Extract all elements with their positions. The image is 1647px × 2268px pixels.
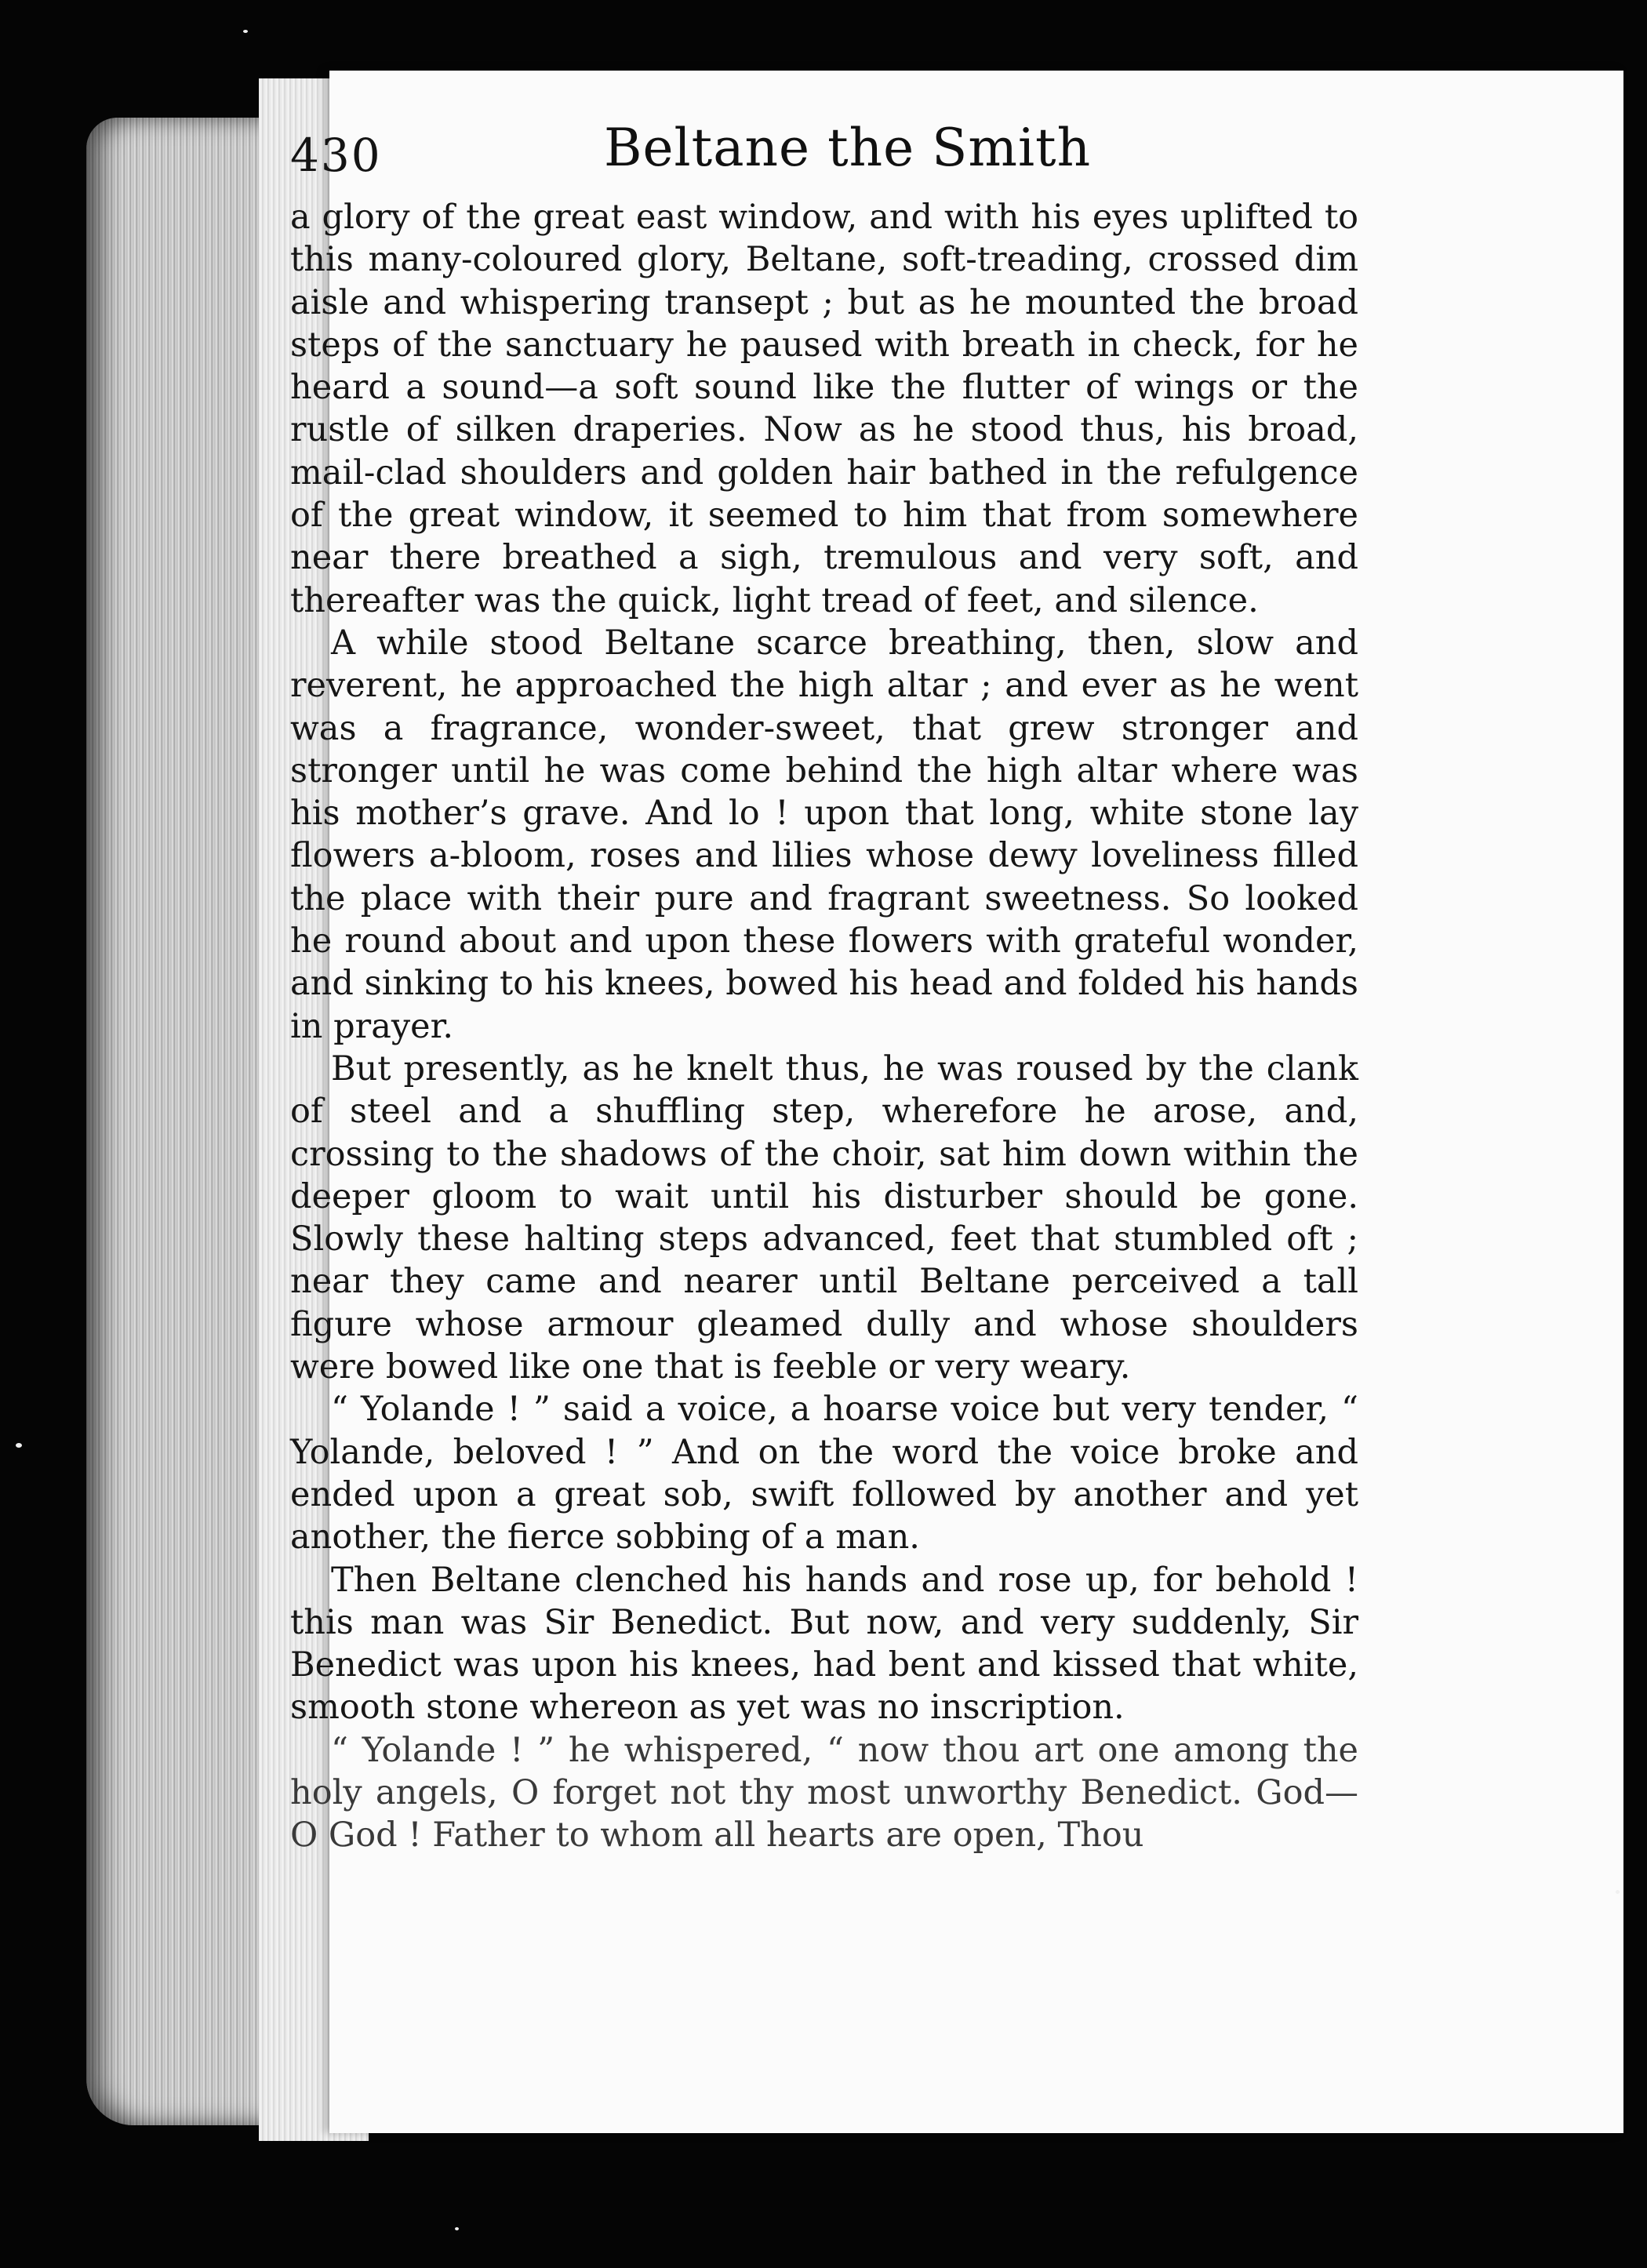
paragraph: But presently, as he knelt thus, he was roused by the clank of steel and a shuffling step, wherefore he arose, and, crossing to the shadows of the choir, sat him down within the deeper gloom to wait until his disturber should be gone. Slowly these halting steps advanced, feet that stumbled oft ; near they came and nearer until Beltane perceived a tall figure whose armour gleamed dully and whose shoulders were bowed like one that is feeble or very weary. [290,1049,1358,1387]
running-head [290,118,1357,204]
paragraph: “ Yolande ! ” said a voice, a hoarse voice but very tender, “ Yolande, beloved ! ” And on the word the voice broke and ended upon a great sob, swift followed by another and yet another, the fierce sobbing of a man. [290,1390,1358,1557]
scan-speck [455,2227,459,2230]
scan-speck [16,1443,22,1448]
scan-speck [243,30,248,33]
paragraph: Then Beltane clenched his hands and rose up, for behold ! this man was Sir Benedict. But now, and very suddenly, Sir Benedict was upon his knees, had bent and kissed that white, smooth stone whereon as yet was no inscription. [290,1560,1358,1728]
page-number: 430 [290,129,382,182]
scan-speck [1616,1890,1620,1894]
paragraph: “ Yolande ! ” he whispered, “ now thou art one among the holy angels, O forget not thy most unworthy Benedict. God—O God ! Father to whom all hearts are open, Thou [290,1730,1358,1855]
body-text [290,196,1358,1857]
book-title: Beltane the Smith [604,118,1092,178]
paragraph: a glory of the great east window, and with his eyes uplifted to this many-coloured glory, Beltane, soft-treading, crossed dim aisle and whispering transept ; but as he mounted the broad steps of the sanctuary he paused with breath in check, for he heard a sound—a soft sound like the flutter of wings or the rustle of silken draperies. Now as he stood thus, his broad, mail-clad shoulders and golden hair bathed in the refulgence of the great window, it seemed to him that from somewhere near there breathed a sigh, tremulous and very soft, and thereafter was the quick, light tread of feet, and silence. [290,198,1358,620]
paragraph: A while stood Beltane scarce breathing, then, slow and reverent, he approached the high altar ; and ever as he went was a fragrance, wonder-sweet, that grew stronger and stronger until he was come behind the high altar where was his mother’s grave. And lo ! upon that long, white stone lay flowers a-bloom, roses and lilies whose dewy loveliness filled the place with their pure and fragrant sweetness. So looked he round about and upon these flowers with grateful wonder, and sinking to his knees, bowed his head and folded his hands in prayer. [290,623,1358,1046]
